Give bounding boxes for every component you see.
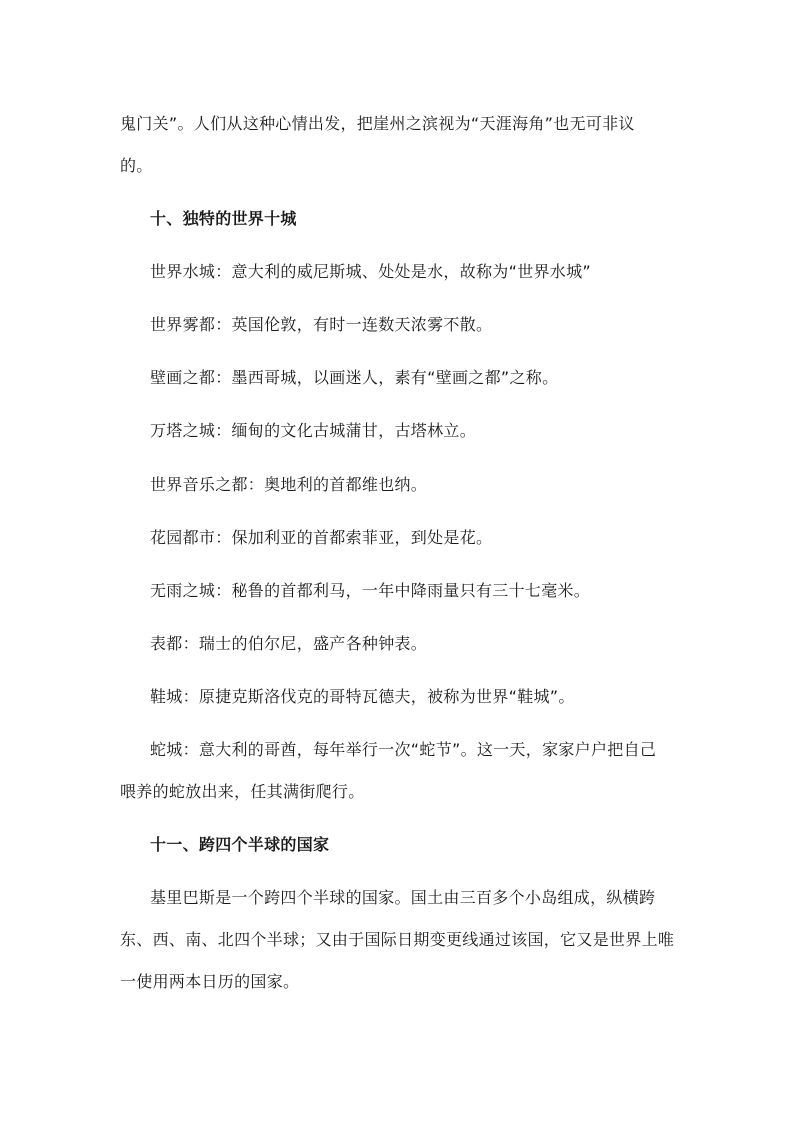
paragraph-line: 基里巴斯是一个跨四个半球的国家。国土由三百多个小岛组成，纵横跨 (150, 888, 656, 907)
list-item: 蛇城：意大利的哥酋，每年举行一次“蛇节”。这一天，家家户户把自己 (150, 740, 657, 759)
list-item: 世界音乐之都：奥地利的首都维也纳。 (150, 475, 428, 494)
list-item: 花园都市：保加利亚的首都索菲亚，到处是花。 (150, 528, 493, 547)
paragraph-line: 喂养的蛇放出来，任其满街爬行。 (120, 782, 365, 801)
paragraph-line: 东、西、南、北四个半球；又由于国际日期变更线通过该国，它又是世界上唯 (120, 930, 675, 949)
list-item: 鞋城：原捷克斯洛伐克的哥特瓦德夫，被称为世界“鞋城”。 (150, 687, 575, 706)
paragraph-line: 一使用两本日历的国家。 (120, 972, 300, 991)
list-item: 世界雾都：英国伦敦，有时一连数天浓雾不散。 (150, 315, 493, 334)
section-heading: 十、独特的世界十城 (150, 209, 297, 228)
list-item: 无雨之城：秘鲁的首都利马，一年中降雨量只有三十七毫米。 (150, 581, 591, 600)
list-item: 万塔之城：缅甸的文化古城蒲甘，古塔林立。 (150, 421, 477, 440)
list-item: 表都：瑞士的伯尔尼，盛产各种钟表。 (150, 634, 428, 653)
list-item: 壁画之都：墨西哥城，以画迷人，素有“壁画之都”之称。 (150, 368, 559, 387)
paragraph-line: 鬼门关”。人们从这种心情出发，把崖州之滨视为“天涯海角”也无可非议 (120, 114, 635, 133)
section-heading: 十一、跨四个半球的国家 (150, 835, 330, 854)
paragraph-line: 的。 (120, 156, 153, 175)
list-item: 世界水城：意大利的威尼斯城、处处是水，故称为“世界水城” (150, 262, 591, 281)
